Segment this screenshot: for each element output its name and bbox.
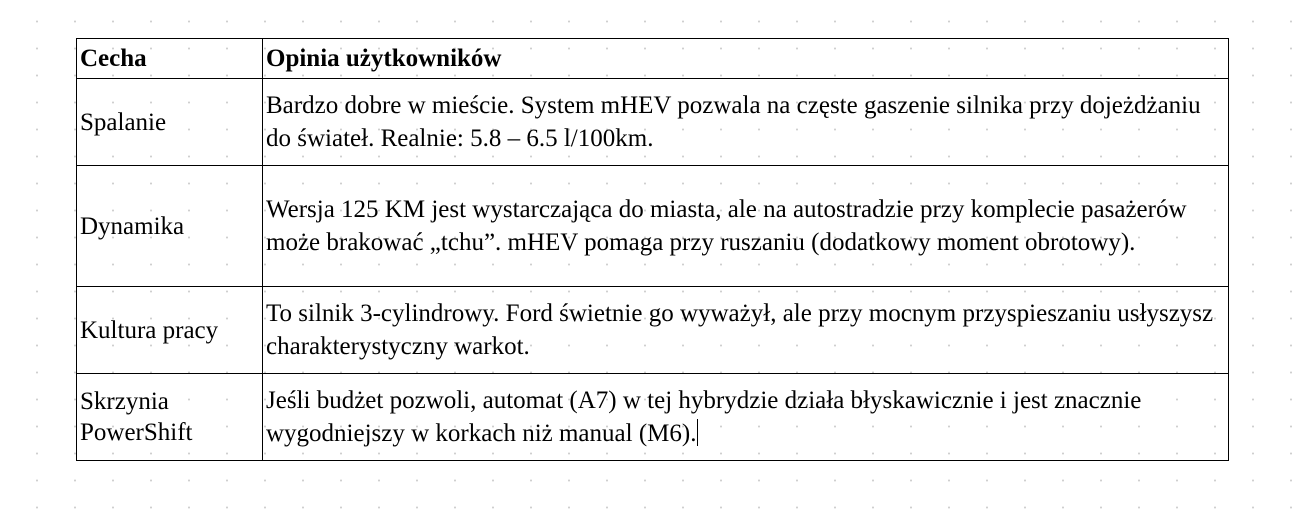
feature-cell[interactable]: Dynamika — [77, 166, 263, 287]
table-row — [77, 287, 1229, 374]
text-cursor — [697, 419, 698, 446]
opinion-cell[interactable]: To silnik 3-cylindrowy. Ford świetnie go wyważył, ale przy mocnym przyspieszaniu usłyszysz charakterystyczny warkot. — [263, 287, 1229, 374]
header-cell-opinion[interactable]: Opinia użytkowników — [263, 39, 1229, 79]
table-header-row — [77, 39, 1229, 79]
header-cell-feature[interactable]: Cecha — [77, 39, 263, 79]
feature-cell[interactable]: Kultura pracy — [77, 287, 263, 374]
opinion-cell-text: Jeśli budżet pozwoli, automat (A7) w tej hybrydzie działa błyskawicznie i jest znacznie wygodniejszy w korkach niż manual (M6). — [266, 387, 1142, 447]
opinions-table — [76, 38, 1229, 461]
opinion-cell[interactable] — [263, 374, 1229, 461]
feature-cell-text: Skrzynia PowerShift — [80, 388, 193, 446]
opinion-cell[interactable]: Wersja 125 KM jest wystarczająca do miasta, ale na autostradzie przy komplecie pasażerów może brakować „tchu”. mHEV pomaga przy ruszaniu (dodatkowy moment obrotowy). — [263, 166, 1229, 287]
table-row — [77, 166, 1229, 287]
feature-cell[interactable] — [77, 374, 263, 461]
table-row — [77, 374, 1229, 461]
table-row — [77, 79, 1229, 166]
opinion-cell[interactable]: Bardzo dobre w mieście. System mHEV pozwala na częste gaszenie silnika przy dojeżdżaniu do świateł. Realnie: 5.8 – 6.5 l/100km. — [263, 79, 1229, 166]
feature-cell[interactable]: Spalanie — [77, 79, 263, 166]
